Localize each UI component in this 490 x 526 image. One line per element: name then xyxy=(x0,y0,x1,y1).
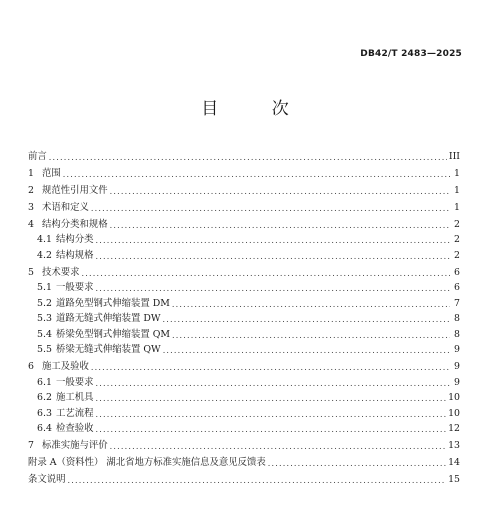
dot-leader xyxy=(172,300,450,309)
toc-entry-title: 结构规格 xyxy=(56,249,94,261)
toc-entry-page: 14 xyxy=(448,457,460,468)
toc-entry-page: 2 xyxy=(454,249,460,261)
toc-entry-page: III xyxy=(448,150,460,162)
toc-entry-page: 8 xyxy=(454,328,460,340)
toc-entry-label xyxy=(28,216,108,230)
table-of-contents xyxy=(28,146,460,485)
toc-entry[interactable] xyxy=(28,453,460,469)
toc-entry-label xyxy=(37,389,94,403)
toc-entry-label xyxy=(28,454,266,468)
toc-entry-title: 施工及验收 xyxy=(42,361,89,372)
toc-entry-label xyxy=(28,358,89,372)
toc-entry-label xyxy=(37,405,94,419)
toc-entry[interactable] xyxy=(28,470,460,486)
toc-entry-page: 1 xyxy=(454,201,460,213)
toc-entry-page: 2 xyxy=(454,234,460,245)
toc-entry-number: 6.2 xyxy=(37,392,52,403)
toc-entry-label xyxy=(28,199,89,213)
toc-entry-title: 道路免型钢式伸缩装置 DM xyxy=(56,297,170,309)
toc-entry[interactable] xyxy=(28,324,460,340)
toc-entry[interactable] xyxy=(28,230,460,246)
toc-entry-title: 前言 xyxy=(28,150,47,162)
toc-entry-page: 9 xyxy=(454,361,460,372)
toc-entry[interactable] xyxy=(28,180,460,196)
toc-entry-title: 检查验收 xyxy=(56,423,94,434)
toc-entry-title: 工艺流程 xyxy=(56,407,94,419)
toc-entry-number: 4.1 xyxy=(37,234,52,245)
dot-leader xyxy=(172,331,450,340)
document-code: DB42/T 2483—2025 xyxy=(360,49,462,59)
dot-leader xyxy=(110,442,446,451)
toc-entry-page: 2 xyxy=(454,218,460,230)
toc-entry-page: 6 xyxy=(454,266,460,278)
toc-entry-title: 标准实施与评价 xyxy=(42,440,108,451)
toc-entry[interactable] xyxy=(28,214,460,230)
toc-entry-number: 7 xyxy=(28,440,34,451)
toc-entry-label xyxy=(28,264,80,278)
toc-entry-number: 5.5 xyxy=(37,344,52,355)
toc-entry-page: 10 xyxy=(448,392,460,403)
toc-entry[interactable] xyxy=(28,262,460,278)
toc-entry-page: 1 xyxy=(454,167,460,179)
toc-entry-label xyxy=(37,374,94,388)
toc-entry[interactable] xyxy=(28,278,460,294)
dot-leader xyxy=(96,394,447,403)
toc-entry-title: 结构分类和规格 xyxy=(42,218,108,230)
dot-leader xyxy=(163,315,450,324)
toc-entry-label xyxy=(37,341,161,355)
toc-entry-number: 6 xyxy=(28,361,34,372)
toc-entry[interactable] xyxy=(28,372,460,388)
toc-entry-page: 8 xyxy=(454,313,460,324)
dot-leader xyxy=(110,221,450,230)
dot-leader xyxy=(96,252,450,261)
toc-entry-label xyxy=(28,182,108,196)
toc-entry[interactable] xyxy=(28,403,460,419)
toc-entry-title: 桥梁免型钢式伸缩装置 QM xyxy=(56,328,171,340)
toc-entry-page: 6 xyxy=(454,282,460,293)
dot-leader xyxy=(82,269,450,278)
dot-leader xyxy=(96,379,450,388)
toc-entry[interactable] xyxy=(28,293,460,309)
toc-entry-label xyxy=(28,471,66,485)
toc-entry-label xyxy=(37,420,94,434)
dot-leader xyxy=(63,170,450,179)
dot-leader xyxy=(96,425,447,434)
toc-entry-number: 5.3 xyxy=(37,313,52,324)
toc-entry-number: 6.3 xyxy=(37,407,52,419)
toc-entry-number: 5 xyxy=(28,266,34,278)
toc-entry-title: 道路无缝式伸缩装置 DW xyxy=(56,313,161,324)
toc-entry-title: 一般要求 xyxy=(56,282,94,293)
toc-entry-number: 1 xyxy=(28,167,34,179)
toc-entry-number: 6.1 xyxy=(37,376,52,388)
toc-entry[interactable] xyxy=(28,146,460,162)
toc-entry-label xyxy=(28,148,47,162)
toc-entry-title: 范围 xyxy=(42,167,61,179)
toc-entry-page: 13 xyxy=(448,440,460,451)
toc-entry-label xyxy=(37,279,94,293)
toc-entry-page: 7 xyxy=(454,297,460,309)
toc-entry-number: 5.1 xyxy=(37,282,52,293)
toc-entry-title: 术语和定义 xyxy=(42,201,89,213)
dot-leader xyxy=(110,187,450,196)
toc-entry-number: 3 xyxy=(28,201,34,213)
dot-leader xyxy=(91,363,450,372)
toc-entry-title: 一般要求 xyxy=(56,376,94,388)
toc-entry-page: 15 xyxy=(448,474,460,485)
toc-entry-number: 6.4 xyxy=(37,423,52,434)
toc-entry[interactable] xyxy=(28,309,460,325)
toc-entry-title: 规范性引用文件 xyxy=(42,184,108,196)
toc-entry-label xyxy=(37,310,161,324)
dot-leader xyxy=(68,476,447,485)
dot-leader xyxy=(96,410,447,419)
dot-leader xyxy=(91,204,450,213)
toc-entry-label xyxy=(37,295,170,309)
dot-leader xyxy=(96,284,450,293)
toc-entry[interactable] xyxy=(28,436,460,452)
toc-entry-page: 9 xyxy=(454,344,460,355)
toc-entry-title: 条文说明 xyxy=(28,474,66,485)
dot-leader xyxy=(96,236,450,245)
toc-entry-label xyxy=(37,231,94,245)
toc-entry-number: 5.4 xyxy=(37,328,52,340)
toc-entry[interactable] xyxy=(28,197,460,213)
toc-entry-label xyxy=(37,247,94,261)
toc-entry[interactable] xyxy=(28,340,460,356)
toc-entry-title: 结构分类 xyxy=(56,234,94,245)
toc-entry-title: 施工机具 xyxy=(56,392,94,403)
dot-leader xyxy=(268,459,446,468)
toc-entry[interactable] xyxy=(28,163,460,179)
toc-entry[interactable] xyxy=(28,357,460,373)
toc-entry-number: 5.2 xyxy=(37,297,52,309)
toc-entry-number: 4.2 xyxy=(37,249,52,261)
toc-entry-page: 9 xyxy=(454,376,460,388)
toc-entry-page: 12 xyxy=(448,423,460,434)
toc-entry-title: 附录 A（资料性） 湖北省地方标准实施信息及意见反馈表 xyxy=(28,457,266,468)
toc-entry-page: 10 xyxy=(448,407,460,419)
toc-entry[interactable] xyxy=(28,419,460,435)
toc-entry-page: 1 xyxy=(454,184,460,196)
toc-entry-label xyxy=(28,165,61,179)
toc-entry-title: 技术要求 xyxy=(42,266,80,278)
toc-entry-number: 4 xyxy=(28,218,34,230)
toc-entry-label xyxy=(28,437,108,451)
toc-entry-label xyxy=(37,326,170,340)
dot-leader xyxy=(49,153,447,162)
page-title: 目 次 xyxy=(201,99,313,119)
toc-entry[interactable] xyxy=(28,388,460,404)
toc-entry[interactable] xyxy=(28,245,460,261)
toc-entry-number: 2 xyxy=(28,184,34,196)
dot-leader xyxy=(163,346,450,355)
toc-entry-title: 桥梁无缝式伸缩装置 QW xyxy=(56,344,161,355)
